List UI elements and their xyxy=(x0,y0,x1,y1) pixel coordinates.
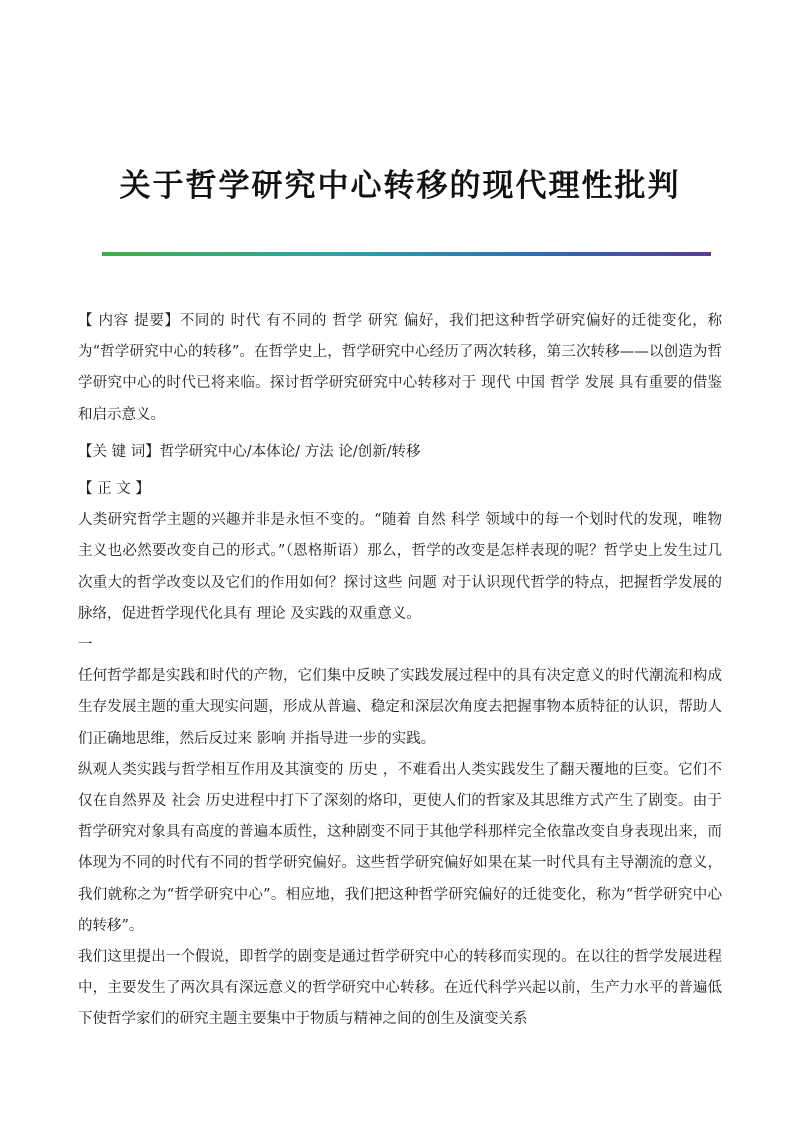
title-divider xyxy=(102,252,711,256)
abstract-paragraph: 【 内容 提要】不同的 时代 有不同的 哲学 研究 偏好，我们把这种哲学研究偏好的迁徙变化，称为“哲学研究中心的转移”。在哲学史上，哲学研究中心经历了两次转移，第三次转移——以创造为哲学研究中心的时代已将来临。探讨哲学研究研究中心转移对于 现代 中国 哲学 发展 具有重要的借鉴和启示意义。 xyxy=(78,313,722,423)
body-paragraph-4: 我们这里提出一个假说，即哲学的剧变是通过哲学研究中心的转移而实现的。在以往的哲学发展进程中，主要发生了两次具有深远意义的哲学研究中心转移。在近代科学兴起以前，生产力水平的普遍低下使哲学家们的研究主题主要集中于物质与精神之间的创生及演变关系 xyxy=(78,949,722,1028)
body-paragraph-1: 人类研究哲学主题的兴趣并非是永恒不变的。“随着 自然 科学 领域中的每一个划时代的发现，唯物主义也必然要改变自己的形式。”（恩格斯语）那么，哲学的改变是怎样表现的呢？哲学史上发生过几次重大的哲学改变以及它们的作用如何？探讨这些 问题 对于认识现代哲学的特点，把握哲学发展的脉络，促进哲学现代化具有 理论 及实践的双重意义。 xyxy=(78,512,722,622)
document-body xyxy=(78,306,722,1036)
keywords-paragraph: 【关 键 词】哲学研究中心/本体论/ 方法 论/创新/转移 xyxy=(78,443,421,460)
body-paragraph-2: 任何哲学都是实践和时代的产物，它们集中反映了实践发展过程中的具有决定意义的时代潮流和构成生存发展主题的重大现实问题，形成从普遍、稳定和深层次角度去把握事物本质特征的认识，帮助人们正确地思维，然后反过来 影响 并指导进一步的实践。 xyxy=(78,668,722,747)
body-paragraph-3: 纵观人类实践与哲学相互作用及其演变的 历史 ，不难看出人类实践发生了翻天覆地的巨变。它们不仅在自然界及 社会 历史进程中打下了深刻的烙印，更使人们的哲家及其思维方式产生了剧变。由于哲学研究对象具有高度的普遍本质性，这种剧变不同于其他学科那样完全依靠改变自身表现出来，而体现为不同的时代有不同的哲学研究偏好。这些哲学研究偏好如果在某一时代具有主导潮流的意义，我们就称之为“哲学研究中心”。相应地，我们把这种哲学研究偏好的迁徙变化，称为“哲学研究中心的转移”。 xyxy=(78,761,722,934)
section-number: 一 xyxy=(78,637,93,654)
document-title: 关于哲学研究中心转移的现代理性批判 xyxy=(119,168,681,204)
body-label: 【 正 文 】 xyxy=(78,481,150,498)
